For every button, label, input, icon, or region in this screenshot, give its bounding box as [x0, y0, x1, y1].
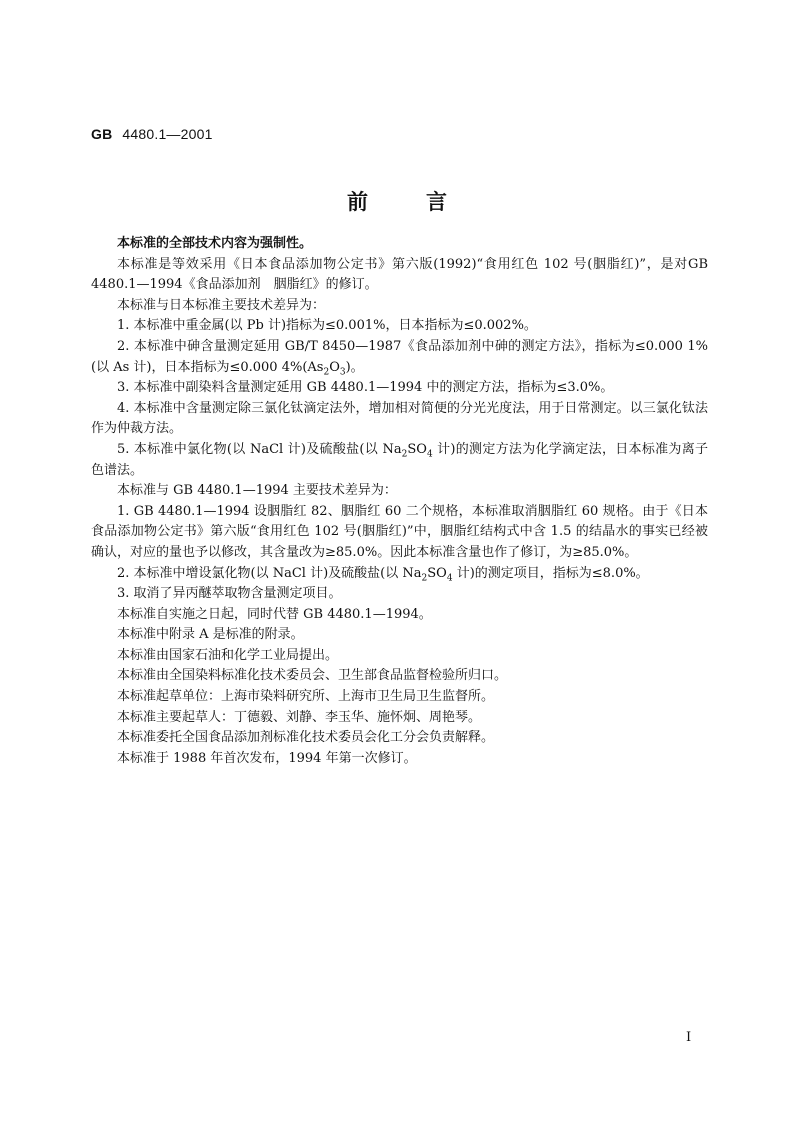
paragraph: 3. 取消了异丙醚萃取物含量测定项目。 [117, 586, 342, 602]
subscript: 4 [446, 573, 453, 584]
paragraph-text: 计)的测定项目，指标为≤8.0%。 [452, 565, 649, 581]
paragraph [91, 564, 708, 585]
paragraph: 本标准由国家石油和化学工业局提出。 [117, 647, 339, 663]
paragraph [91, 337, 708, 378]
page-number: I [686, 1030, 692, 1045]
paragraph-text: )。 [345, 359, 364, 375]
paragraph: 本标准委托全国食品添加剂标准化技术委员会化工分会负责解释。 [117, 730, 495, 746]
paragraph: 本标准起草单位：上海市染料研究所、上海市卫生局卫生监督所。 [117, 689, 495, 705]
paragraph: 本标准于 1988 年首次发布，1994 年第一次修订。 [117, 750, 417, 766]
subscript: 4 [426, 449, 433, 460]
subscript: 2 [323, 367, 330, 378]
paragraph: 本标准是等效采用《日本食品添加物公定书》第六版(1992)“食用红色 102 号(胭脂红)”，是对GB 4480.1—1994《食品添加剂 胭脂红》的修订。 [91, 256, 708, 293]
paragraph-text: SO [427, 565, 447, 581]
document-code [91, 126, 213, 142]
paragraph: 本标准的全部技术内容为强制性。 [117, 236, 313, 251]
paragraph-text: O [329, 359, 340, 375]
paragraph: 本标准自实施之日起，同时代替 GB 4480.1—1994。 [117, 606, 432, 622]
subscript: 2 [401, 449, 408, 460]
paragraph-text: 计)的测定方法为化学滴定法，日本标准为离子色谱法。 [91, 441, 708, 478]
paragraph-text: 5. 本标准中氯化物(以 NaCl 计)及硫酸盐(以 Na [117, 441, 402, 457]
paragraph-text: SO [407, 441, 427, 457]
paragraph: 4. 本标准中含量测定除三氯化钛滴定法外，增加相对简便的分光光度法，用于日常测定。以三氯化钛法作为仲裁方法。 [91, 400, 708, 437]
standard-number: 4480.1—2001 [122, 126, 213, 142]
paragraph: 本标准由全国染料标准化技术委员会、卫生部食品监督检验所归口。 [117, 668, 508, 684]
paragraph-text: 2. 本标准中增设氯化物(以 NaCl 计)及硫酸盐(以 Na [117, 565, 422, 581]
standard-prefix: GB [91, 126, 113, 142]
paragraph: 1. 本标准中重金属(以 Pb 计)指标为≤0.001%，日本指标为≤0.002%。 [117, 318, 537, 334]
paragraph: 本标准主要起草人：丁德毅、刘静、李玉华、施怀炯、周艳琴。 [117, 709, 482, 725]
paragraph-text: 2. 本标准中砷含量测定延用 GB/T 8450—1987《食品添加剂中砷的测定方法》，指标为≤0.000 1%(以 As 计)，日本指标为≤0.000 4%(As [91, 338, 708, 375]
paragraph: 3. 本标准中副染料含量测定延用 GB 4480.1—1994 中的测定方法，指标为≤3.0%。 [117, 380, 614, 396]
paragraph: 本标准中附录 A 是标准的附录。 [117, 627, 304, 643]
paragraph [91, 440, 708, 481]
subscript: 3 [339, 367, 346, 378]
page-title: 前言 [347, 189, 505, 214]
paragraph: 1. GB 4480.1—1994 设胭脂红 82、胭脂红 60 二个规格，本标准取消胭脂红 60 规格。由于《日本食品添加物公定书》第六版“食用红色 102 号(胭脂红)”中，胭脂红结构式中含 1.5 的结晶水的事实已经被确认，对应的量也予以修改，其含量改为≥85.0%。因此本标准含量也作了修订，为≥85.0%。 [91, 503, 708, 560]
paragraph: 本标准与 GB 4480.1—1994 主要技术差异为： [117, 483, 397, 499]
subscript: 2 [421, 573, 428, 584]
foreword-body [91, 234, 708, 769]
paragraph: 本标准与日本标准主要技术差异为： [117, 297, 326, 313]
